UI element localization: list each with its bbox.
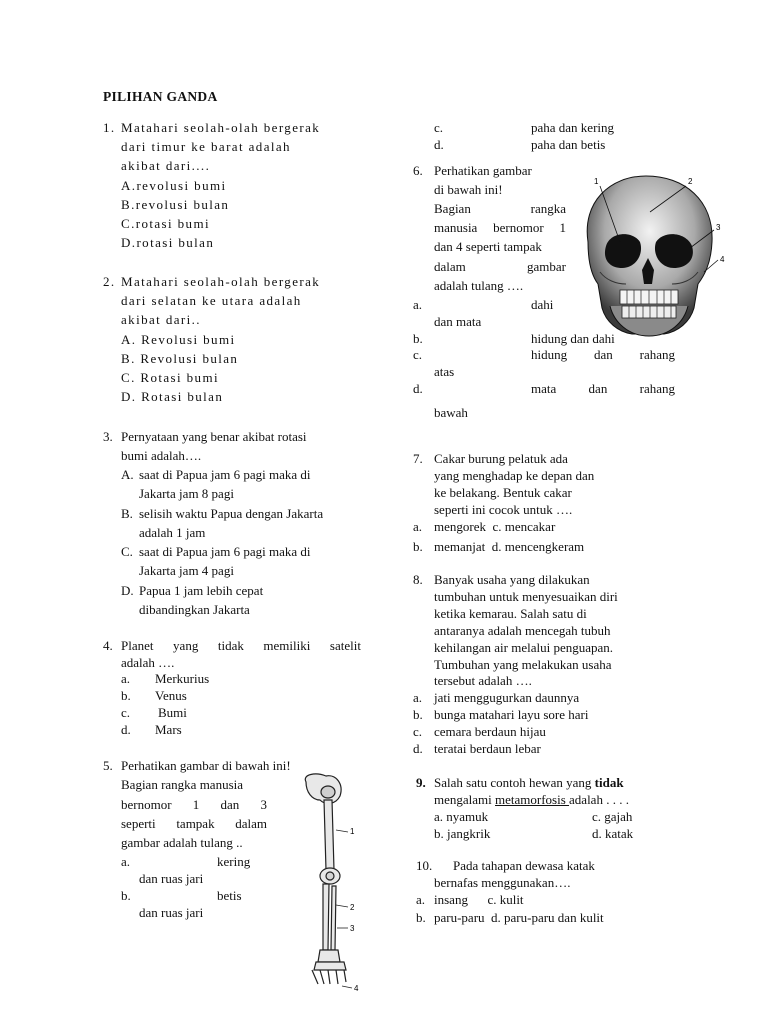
option-d[interactable]: Mars: [155, 722, 182, 737]
question-text: Perhatikan gambar: [434, 163, 532, 178]
word: Bagian: [434, 201, 471, 216]
option-b[interactable]: selisih waktu Papua dengan Jakarta: [139, 506, 324, 521]
word: satelit: [329, 638, 361, 653]
question-text: Pada tahapan dewasa katak: [453, 858, 595, 873]
option-b-letter[interactable]: b.: [413, 331, 423, 346]
option-a-letter[interactable]: a.: [416, 892, 426, 907]
question-number: 5.: [103, 758, 113, 773]
option-b-letter[interactable]: b.: [121, 688, 131, 703]
question-number: 3.: [103, 429, 113, 444]
word: dan: [593, 347, 613, 362]
underlined-term: metamorfosis: [495, 792, 570, 807]
option-b-letter[interactable]: b.: [416, 910, 426, 925]
figure-label-3: 3: [350, 924, 355, 933]
word: bernomor: [121, 797, 172, 812]
word: mata: [531, 381, 557, 396]
option-c[interactable]: Bumi: [158, 705, 187, 720]
option-b-cont[interactable]: dan ruas jari: [139, 905, 204, 920]
question-text: Matahari seolah-olah bergerak: [121, 274, 321, 289]
option-b[interactable]: bunga matahari layu sore hari: [434, 707, 589, 722]
option-a[interactable]: jati menggugurkan daunnya: [434, 690, 580, 705]
word: Planet: [121, 638, 154, 653]
word: manusia: [434, 220, 478, 235]
option-b-letter[interactable]: B.: [121, 506, 133, 521]
option-d-letter[interactable]: D.: [121, 583, 134, 598]
option-a[interactable]: kering: [217, 854, 251, 869]
option-a-letter[interactable]: A.: [121, 467, 134, 482]
question-text: ke belakang. Bentuk cakar: [434, 485, 572, 500]
question-text: bumi adalah….: [121, 448, 202, 463]
word: dan: [588, 381, 608, 396]
word: rahang: [639, 381, 675, 396]
option-b[interactable]: B.revolusi bulan: [121, 197, 230, 212]
word: 1: [559, 220, 566, 235]
question-text: seperti ini cocok untuk ….: [434, 502, 573, 517]
question-text: [434, 220, 566, 236]
option-d-cont[interactable]: bawah: [434, 405, 468, 420]
word: gambar: [527, 259, 566, 274]
option-d[interactable]: teratai berdaun lebar: [434, 741, 541, 756]
option-a-letter[interactable]: a.: [413, 690, 423, 705]
option-b[interactable]: betis: [217, 888, 242, 903]
word: yang: [173, 638, 199, 653]
option-c[interactable]: c. gajah: [592, 809, 633, 824]
option-c[interactable]: saat di Papua jam 6 pagi maka di: [139, 544, 311, 559]
option-d[interactable]: Papua 1 jam lebih cepat: [139, 583, 264, 598]
option-d[interactable]: d. katak: [592, 826, 634, 841]
option-b[interactable]: hidung dan dahi: [531, 331, 615, 346]
word: 1: [192, 797, 200, 812]
option-b-d[interactable]: memanjat d. mencengkeram: [434, 539, 585, 554]
question-number: 7.: [413, 451, 423, 466]
word: dan: [220, 797, 240, 812]
figure-label-2: 2: [688, 177, 693, 186]
option-b[interactable]: b. jangkrik: [434, 826, 491, 841]
question-text: yang menghadap ke depan dan: [434, 468, 595, 483]
question-text: dari selatan ke utara adalah: [121, 293, 302, 308]
option-b-letter[interactable]: b.: [413, 707, 423, 722]
question-text: Cakar burung pelatuk ada: [434, 451, 568, 466]
option-c[interactable]: cemara berdaun hijau: [434, 724, 546, 739]
word: 3: [260, 797, 267, 812]
option-c-letter[interactable]: c.: [413, 347, 423, 362]
option-c[interactable]: paha dan kering: [531, 120, 615, 135]
question-number: 4.: [103, 638, 113, 653]
option-a[interactable]: a. nyamuk: [434, 809, 489, 824]
option-c-letter[interactable]: c.: [121, 705, 131, 720]
section-title: PILIHAN GANDA: [103, 89, 218, 104]
word: memiliki: [263, 638, 311, 653]
option-d[interactable]: D.rotasi bulan: [121, 235, 215, 250]
question-text: Pernyataan yang benar akibat rotasi: [121, 429, 307, 444]
option-a-letter[interactable]: a.: [413, 297, 423, 312]
leg-bone-figure: [296, 770, 366, 995]
figure-label-3: 3: [716, 223, 721, 232]
question-text: di bawah ini!: [434, 182, 503, 197]
question-text: gambar adalah tulang ..: [121, 835, 243, 850]
option-c[interactable]: C. Rotasi bumi: [121, 370, 219, 385]
question-number: 2.: [103, 274, 116, 289]
word: tidak: [217, 638, 244, 653]
word: dalam: [434, 259, 466, 274]
option-a[interactable]: dahi: [531, 297, 554, 312]
question-text: [121, 797, 267, 813]
question-text: Bagian rangka manusia: [121, 777, 244, 792]
option-b-d[interactable]: paru-paru d. paru-paru dan kulit: [434, 910, 604, 925]
question-text: adalah tulang ….: [434, 278, 524, 293]
option-a-letter[interactable]: a.: [413, 519, 423, 534]
question-number: 10.: [416, 858, 433, 873]
figure-label-1: 1: [350, 827, 355, 836]
skull-figure: [580, 172, 732, 352]
word: dalam: [235, 816, 267, 831]
option-a-letter[interactable]: a.: [121, 671, 131, 686]
question-number: 8.: [413, 572, 423, 587]
option-c[interactable]: C.rotasi bumi: [121, 216, 210, 231]
option-c-cont[interactable]: atas: [434, 364, 455, 379]
option-a[interactable]: A. Revolusi bumi: [121, 332, 236, 347]
figure-label-4: 4: [354, 984, 359, 993]
option-c-cont[interactable]: Jakarta jam 4 pagi: [139, 563, 234, 578]
figure-label-2: 2: [350, 903, 355, 912]
option-b-letter[interactable]: b.: [413, 539, 423, 554]
option-a-cont[interactable]: dan ruas jari: [139, 871, 204, 886]
option-d-letter[interactable]: d.: [434, 137, 444, 152]
text-part: Salah satu contoh hewan yang: [434, 775, 595, 790]
option-b[interactable]: B. Revolusi bulan: [121, 351, 239, 366]
text-part: adalah . . . .: [569, 792, 629, 807]
option-a-c[interactable]: mengorek c. mencakar: [434, 519, 556, 534]
question-text: tumbuhan untuk menyesuaikan diri: [434, 589, 618, 604]
option-c-letter[interactable]: c.: [413, 724, 423, 739]
question-text: dari timur ke barat adalah: [121, 139, 291, 154]
figure-label-4: 4: [720, 255, 725, 264]
question-text: dan 4 seperti tampak: [434, 239, 542, 254]
question-text: [434, 201, 566, 217]
question-text: [434, 792, 629, 808]
option-d-letter[interactable]: d.: [121, 722, 131, 737]
question-text: akibat dari..: [121, 312, 201, 327]
question-text: Banyak usaha yang dilakukan: [434, 572, 590, 587]
question-number: 9.: [416, 775, 426, 790]
option-d[interactable]: [531, 381, 675, 397]
word: tampak: [176, 816, 215, 831]
question-text: kehilangan air melalui penguapan.: [434, 640, 614, 655]
option-c-letter[interactable]: c.: [434, 120, 444, 135]
question-text: [121, 638, 361, 654]
word: rangka: [530, 201, 566, 216]
question-number: 1.: [103, 120, 116, 135]
option-a[interactable]: Merkurius: [155, 671, 210, 686]
option-a[interactable]: A.revolusi bumi: [121, 178, 227, 193]
text-part: mengalami: [434, 792, 496, 807]
option-a-cont[interactable]: Jakarta jam 8 pagi: [139, 486, 234, 501]
question-text: [434, 259, 566, 275]
option-d-letter[interactable]: d.: [413, 381, 423, 396]
word: seperti: [121, 816, 156, 831]
option-d-cont[interactable]: dibandingkan Jakarta: [139, 602, 250, 617]
word: hidung: [531, 347, 568, 362]
question-text: tersebut adalah ….: [434, 673, 532, 688]
option-c-letter[interactable]: C.: [121, 544, 133, 559]
option-b-cont[interactable]: adalah 1 jam: [139, 525, 206, 540]
option-a-letter[interactable]: a.: [121, 854, 131, 869]
option-d-letter[interactable]: d.: [413, 741, 423, 756]
question-text: ketika kemarau. Salah satu di: [434, 606, 587, 621]
question-text: [434, 775, 624, 791]
option-b[interactable]: Venus: [155, 688, 187, 703]
option-a-cont[interactable]: dan mata: [434, 314, 482, 329]
word: rahang: [639, 347, 675, 362]
figure-label-1: 1: [594, 177, 599, 186]
question-text: akibat dari....: [121, 158, 211, 173]
option-a-c[interactable]: insang c. kulit: [434, 892, 524, 907]
option-d[interactable]: D. Rotasi bulan: [121, 389, 224, 404]
option-d[interactable]: paha dan betis: [531, 137, 606, 152]
option-a[interactable]: saat di Papua jam 6 pagi maka di: [139, 467, 311, 482]
option-b-letter[interactable]: b.: [121, 888, 131, 903]
question-text: bernafas menggunakan….: [434, 875, 571, 890]
question-text: Perhatikan gambar di bawah ini!: [121, 758, 291, 773]
question-text: adalah ….: [121, 655, 175, 670]
word: bernomor: [493, 220, 544, 235]
question-text: [121, 816, 267, 832]
question-text: Matahari seolah-olah bergerak: [121, 120, 321, 135]
question-number: 6.: [413, 163, 423, 178]
question-text: antaranya adalah mencegah tubuh: [434, 623, 611, 638]
question-text: Tumbuhan yang melakukan usaha: [434, 657, 612, 672]
emphasis-not: tidak: [594, 775, 624, 790]
